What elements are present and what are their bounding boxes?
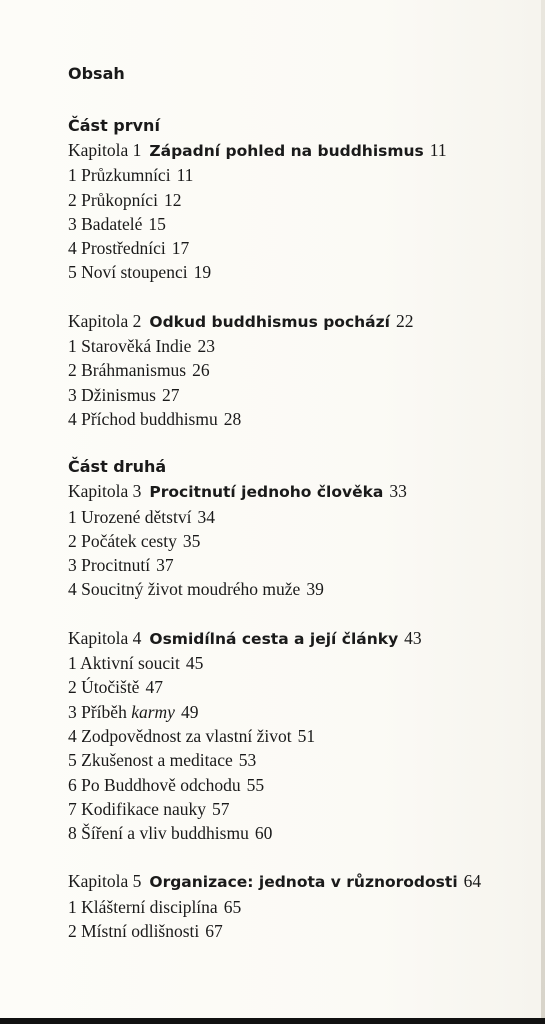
section-text: 5 Zkušenost a meditace <box>68 750 233 771</box>
section-row <box>68 407 538 431</box>
part-2 <box>68 455 538 943</box>
section-row <box>68 260 538 284</box>
section-row <box>68 358 538 382</box>
section-page: 34 <box>197 506 215 527</box>
chapter-name: Odkud buddhismus pochází <box>149 312 390 331</box>
section-page: 37 <box>156 555 174 576</box>
section-row <box>68 773 538 797</box>
chapter-name: Osmidílná cesta a její články <box>149 629 399 648</box>
section-text: 6 Po Buddhově odchodu <box>68 774 241 795</box>
chapter-heading <box>68 626 538 651</box>
section-page: 28 <box>223 408 242 429</box>
section-row <box>68 236 538 260</box>
chapter-label: Kapitola 2 <box>68 310 142 331</box>
section-page: 55 <box>246 774 265 795</box>
chapter-label: Kapitola 3 <box>68 481 142 502</box>
section-row <box>68 334 538 358</box>
section-text: 3 Džinismus <box>68 384 156 405</box>
section-text: 7 Kodifikace nauky <box>68 798 207 819</box>
section-page: 65 <box>223 896 242 917</box>
section-row <box>68 383 538 407</box>
chapter-label: Kapitola 5 <box>68 871 142 892</box>
chapter-1 <box>68 138 538 285</box>
chapter-heading <box>68 869 538 894</box>
chapter-label: Kapitola 4 <box>68 627 142 648</box>
section-text: 1 Starověká Indie <box>68 336 192 357</box>
section-page: 15 <box>148 213 166 234</box>
section-text: 2 Průkopníci <box>68 189 158 210</box>
section-row <box>68 675 538 699</box>
section-page: 45 <box>185 653 204 674</box>
section-text: 4 Soucitný život moudrého muže <box>68 579 301 600</box>
section-row <box>68 529 538 553</box>
section-text: 4 Příchod buddhismu <box>68 408 218 429</box>
section-row <box>68 163 538 187</box>
chapter-5 <box>68 869 538 943</box>
section-text: 2 Bráhmanismus <box>68 360 187 381</box>
section-page: 51 <box>297 725 316 746</box>
chapter-2 <box>68 309 538 431</box>
section-text: 3 Příběh <box>68 701 127 722</box>
section-text: 3 Procitnutí <box>68 555 151 576</box>
section-row <box>68 700 538 724</box>
section-page: 27 <box>162 384 180 405</box>
chapter-heading <box>68 309 538 334</box>
chapter-name: Organizace: jednota v různorodosti <box>149 873 458 892</box>
chapter-page: 43 <box>404 627 422 648</box>
section-text: 8 Šíření a vliv buddhismu <box>68 823 249 844</box>
part-1 <box>68 114 538 431</box>
chapter-label: Kapitola 1 <box>68 140 142 160</box>
chapter-heading <box>68 479 538 504</box>
section-row <box>68 505 538 529</box>
section-page: 67 <box>205 921 223 942</box>
section-text: 3 Badatelé <box>68 213 143 234</box>
section-page: 53 <box>238 750 257 771</box>
section-text: 2 Počátek cesty <box>68 530 177 551</box>
section-row <box>68 577 538 601</box>
section-page: 35 <box>182 530 201 551</box>
section-text-italic: karmy <box>131 701 175 722</box>
section-text: 1 Průzkumníci <box>68 165 171 186</box>
chapter-page: 11 <box>429 140 447 160</box>
section-row <box>68 188 538 212</box>
section-row <box>68 797 538 821</box>
chapter-4 <box>68 626 538 846</box>
section-page: 60 <box>254 823 273 844</box>
section-text: 2 Útočiště <box>68 677 140 698</box>
chapter-3 <box>68 479 538 601</box>
section-text: 2 Místní odlišnosti <box>68 921 200 942</box>
section-page: 39 <box>306 579 324 600</box>
section-row <box>68 724 538 748</box>
part-title: Část druhá <box>68 457 167 477</box>
section-row <box>68 212 538 236</box>
scan-border <box>0 1018 545 1024</box>
chapter-heading <box>68 138 538 163</box>
section-row <box>68 553 538 577</box>
section-page: 57 <box>212 798 230 819</box>
part-title: Část první <box>68 116 160 135</box>
toc-title: Obsah <box>68 64 125 83</box>
section-row <box>68 748 538 772</box>
chapter-name: Západní pohled na buddhismus <box>149 142 424 160</box>
section-text: 4 Prostředníci <box>68 238 166 259</box>
section-page: 47 <box>145 677 163 698</box>
section-row <box>68 651 538 675</box>
section-page: 49 <box>180 701 199 722</box>
section-row <box>68 821 538 845</box>
section-text: 4 Zodpovědnost za vlastní život <box>68 725 292 746</box>
section-page: 23 <box>197 336 215 357</box>
section-page: 11 <box>176 165 194 186</box>
section-text: 1 Aktivní soucit <box>68 653 180 674</box>
section-row <box>68 919 538 943</box>
page-edge <box>541 0 545 1024</box>
chapter-page: 64 <box>463 871 482 892</box>
section-page: 17 <box>171 238 190 259</box>
section-page: 26 <box>192 360 210 381</box>
section-page: 12 <box>163 189 182 210</box>
chapter-name: Procitnutí jednoho člověka <box>149 483 384 502</box>
table-of-contents <box>68 62 538 967</box>
section-row <box>68 895 538 919</box>
section-text: 5 Noví stoupenci <box>68 262 188 283</box>
section-page: 19 <box>193 262 212 283</box>
section-text: 1 Urozené dětství <box>68 506 192 527</box>
chapter-page: 33 <box>389 481 407 502</box>
section-text: 1 Klášterní disciplína <box>68 896 218 917</box>
chapter-page: 22 <box>395 310 414 331</box>
